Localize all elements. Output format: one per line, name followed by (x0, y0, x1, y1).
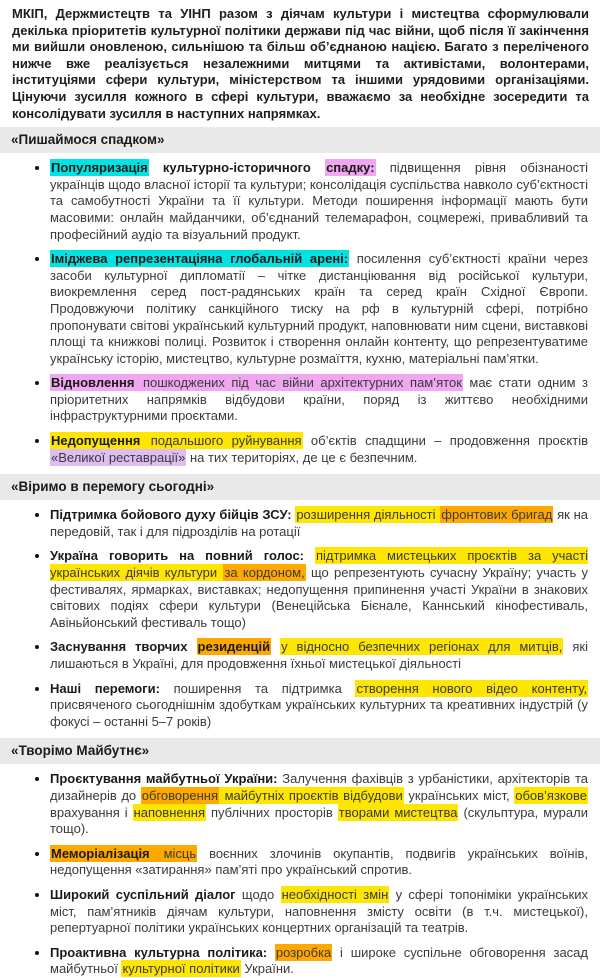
bullet-list (0, 507, 600, 730)
highlight-yellow: розширення діяльності (296, 507, 440, 523)
text-segment: воєнних злочинів окупантів, подвигів українських воїнів, недопущення «затирання» пам’яті про український спротив. (50, 845, 588, 878)
highlight-yellow: майбутніх проєктів відбудови (220, 787, 403, 803)
text-segment: має стати одним з пріоритетних напрямків відбудови країни, поряд із життєво необхідними інфраструктурними проєктами. (50, 375, 588, 424)
highlight-yellow: підтримка мистецьких проєктів за участі українських діячів культури (50, 548, 589, 581)
list-item (50, 433, 588, 466)
text-segment: на тих територіях, де це є безпечним. (186, 449, 418, 465)
list-item (50, 251, 588, 367)
text-segment: що репрезентують сучасну Україну; участь у фестивалях, ярмарках, виставках; недопущення припинення участі України в знакових світових подіях сфери культури (Венеційська Бієнале, Каннський кінофестиваль, Авіньйонський фестиваль тощо) (50, 565, 588, 630)
highlight-yellow: у відносно безпечних регіонах для митців, (281, 639, 563, 655)
section-title-victory: «Віримо в перемогу сьогодні» (0, 474, 600, 500)
highlight-orange: за кордоном, (224, 565, 305, 581)
text-segment: у сфері топоніміки українських міст, пам’ятників діячам культури, наповнення змісту освіти (в т.ч. мистецької), репертуарної політики українських концертних організацій та театрів. (50, 886, 588, 936)
highlight-yellow: творами мистецтва (338, 804, 458, 820)
list-item (50, 681, 588, 731)
list-item (50, 771, 588, 837)
highlight-cyan: Популяризація (51, 160, 148, 176)
text-segment: Наші перемоги: (50, 680, 160, 696)
text-segment (304, 548, 315, 563)
section-title-future: «Творімо Майбутнє» (0, 738, 600, 764)
highlight-yellow: обов’язкове (515, 787, 587, 803)
text-segment (267, 945, 275, 960)
text-segment: культурно-історичного (148, 160, 326, 176)
highlight-orange: обговорення (141, 787, 218, 803)
bullet-list (0, 160, 600, 466)
text-segment: і широке суспільне обговорення засад майбутньої (50, 944, 588, 977)
highlight-yellow: створення нового відео контенту, (356, 680, 588, 696)
text-segment: присвяченого сьогоднішнім здобуткам українських культурних та креативних індустрій (у фокусі – останні 5–7 років) (50, 697, 588, 729)
highlight-yellow: необхідності змін (281, 886, 389, 902)
text-segment: України. (240, 961, 294, 977)
list-item (50, 375, 588, 425)
list-item (50, 887, 588, 937)
text-segment: публічних просторів (206, 804, 338, 820)
highlight-orange: резиденцій (197, 639, 271, 655)
list-item (50, 945, 588, 978)
highlight-lavender: «Великої реставрації» (51, 449, 186, 465)
text-segment: (скульптура, мурали тощо). (50, 804, 588, 837)
text-segment: врахування і (50, 804, 133, 820)
text-segment: Широкий суспільний діалог (50, 886, 236, 902)
list-item (50, 160, 588, 243)
highlight-yellow: подальшого руйнування (142, 433, 302, 449)
list-item (50, 846, 588, 879)
text-segment: об’єктів спадщини – продовження проєктів (302, 433, 589, 449)
text-segment: Заснування творчих (50, 639, 197, 655)
text-segment: підвищення рівня обізнаності українців щодо власної історії та культури; консолідація суспільства навколо суб’єктності та самобутності України та її культури. Методи поширення інформації мають бути масовими: онлайн майданчики, об’єднаний телемарафон, соцмережі, привабливий та професійний аудіо та візуальний продукт. (50, 160, 588, 242)
highlight-orange: місць (151, 845, 197, 861)
text-segment: як на передовій, так і для підрозділів на ротації (50, 507, 588, 539)
section-title-heritage: «Пишаймося спадком» (0, 127, 600, 153)
highlight-orange: фронтових бригад (441, 507, 553, 523)
text-segment: українських міст, (403, 787, 515, 803)
list-item (50, 548, 588, 631)
list-item (50, 639, 588, 672)
bullet-list (0, 771, 600, 978)
text-segment (271, 639, 280, 654)
highlight-cyan: Іміджева репрезентаціяна глобальній арені: (51, 251, 349, 267)
intro-paragraph: МКІП, Держмистецтв та УІНП разом з діячам культури і мистецтва сформулювали декілька пріоритетів культурної політики держави під час війни, щоб після її закінчення ми вийшли оновленою, сильнішою та більш об’єднаною нацією. Багато з переліченого нижче вже реалізується незалежними митцями та активістами, волонтерами, інституціями сфери культури, міністерством та іншими урядовими організаціями. Цінуючи зусилля кожного в сфері культури, вважаємо за необхідне зосередити та консолідувати зусилля в наступних напрямках. (12, 6, 589, 121)
highlight-yellow: Недопущення (51, 433, 141, 449)
text-segment: Залучення фахівців з урбаністики, архітекторів та дизайнерів до (50, 771, 588, 803)
highlight-orange: Меморіалізація (51, 845, 150, 861)
section-future (0, 738, 600, 978)
section-heritage (0, 127, 600, 466)
list-item (50, 507, 588, 540)
highlight-pink: спадку: (326, 160, 375, 176)
text-segment: Україна говорить на повний голос: (50, 548, 305, 564)
text-segment: поширення та підтримка (159, 680, 356, 696)
text-segment: посилення суб’єктності країни через засоби культурної дипломатії – чітке дистанціювання від російської культури, виокремлення серед пост-радянських країн та серед країн Східної Європи. Продовжуючи політику санкційного тиску на рф в культурній сфері, потрібно пропонувати світові український культурний продукт, наповнювати ним сцени, виставкові площі та книжкові полиці. Розвиток і створення онлайн контенту, що репрезентуватиме українську історію, мистецтво, культурне розмаїття, кухню, матеріальні пам’ятки. (50, 251, 589, 366)
highlight-pink: пошкоджених під час війни архітектурних пам’яток (136, 375, 462, 391)
text-segment: які лишаються в Україні, для продовження їхньої мистецької діяльності (50, 639, 588, 671)
text-segment: щодо (235, 886, 281, 902)
highlight-yellow: наповнення (133, 804, 206, 820)
text-segment: Підтримка бойового духу бійців ЗСУ: (50, 507, 292, 523)
section-victory (0, 474, 600, 730)
text-segment: Проактивна культурна політика: (50, 944, 268, 960)
highlight-yellow: культурної політики (122, 961, 240, 977)
text-segment: Проєктування майбутньої України: (50, 771, 278, 787)
highlight-orange: розробка (275, 944, 332, 960)
highlight-pink: Відновлення (51, 375, 135, 391)
